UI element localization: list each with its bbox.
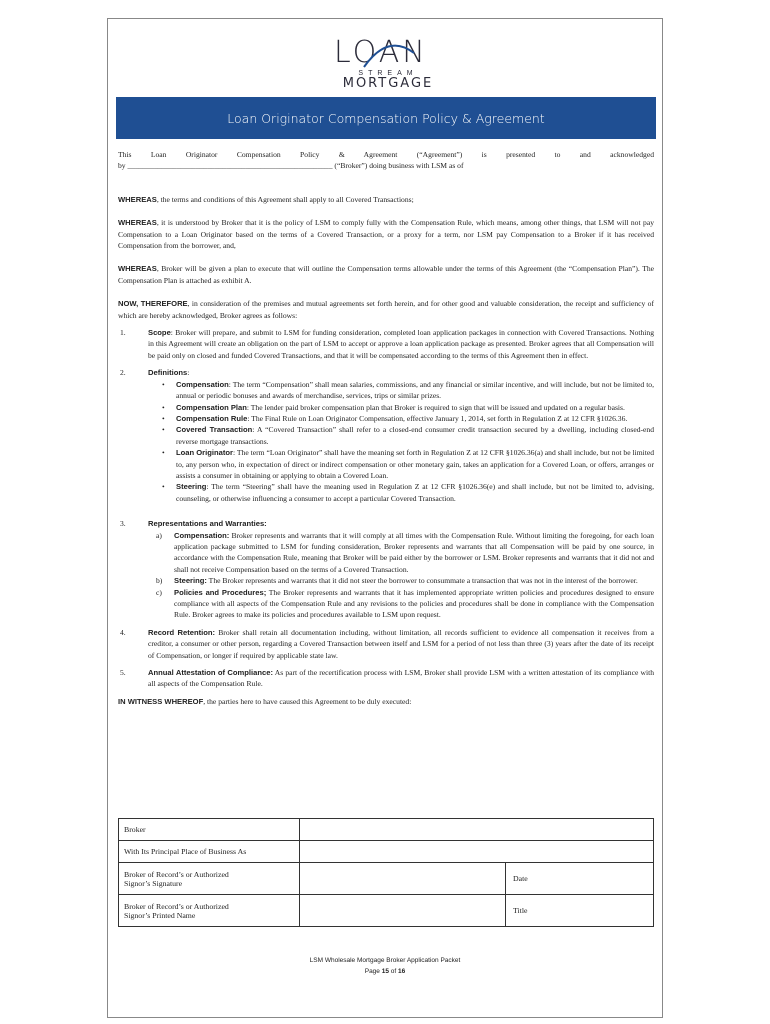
logo-mortgage-text: MORTGAGE bbox=[342, 76, 434, 91]
section-representations: 3. Representations and Warranties: a) Compensation: Broker represents and warrants that it will comply at all times with the Compensation Rule. Without limiting the foregoing, for each loan application package submitted to LSM for funding consideration, Broker represents and warrants that all Compensation will be paid by one source, in accordance with the Compensation Rule, meaning that Broker will be paid either by the borrower or LSM. Broker represents and warrants that it did not and shall not receive Compensation based on the terms of a Covered Transaction. b) Steering: The Broker represents and warrants that it did not steer the borrower to consummate a transaction that was not in the interest of the borrower. c) Policies and Procedures; The Broker represents and warrants that it has implemented appropriate written policies and procedures designed to ensure compliance with all aspects of the Compensation Rule and any revisions to the policies and procedures shall be done in compliance with the Compensation Rule. Broker agrees to make its policies and procedures available to LSM upon request. bbox=[120, 519, 654, 620]
intro-paragraph: This Loan Originator Compensation Policy & Agreement (“Agreement”) is presented to and acknowledged bbox=[118, 150, 654, 159]
section-record-retention: 4. Record Retention: Broker shall retain all documentation including, without limitation, all records sufficient to evidence all compensation it receives from a creditor, a consumer or other person, regarding a Covered Transaction between itself and LSM for a period of not less than three (3) years after the date of its receipt of Compensation, or longer if required by applicable state law. bbox=[120, 627, 654, 660]
logo-stream-text: STREAM bbox=[358, 70, 418, 77]
principal-place-label: With Its Principal Place of Business As bbox=[119, 841, 300, 863]
definition-compensation: • Compensation: The term “Compensation” shall mean salaries, commissions, and any financial or similar incentive, and will include, but not be limited to, annual or periodic bonuses and awards of merchandise, services, trips or similar prizes. bbox=[162, 379, 654, 401]
warranty-compensation: a) Compensation: Broker represents and warrants that it will comply at all times with the Compensation Rule. Without limiting the foregoing, for each loan application package submitted to LSM for funding consideration, Broker represents and warrants that all Compensation will be paid by one source, in accordance with the Compensation Rule, meaning that Broker will be paid either by the borrower or LSM. Broker represents and warrants that it did not and shall not receive Compensation based on the terms of a Covered Transaction. bbox=[156, 530, 654, 574]
whereas-paragraph-1: WHEREAS, the terms and conditions of this Agreement shall apply to all Covered Transactions; bbox=[118, 194, 414, 204]
page-footer bbox=[108, 955, 662, 977]
definitions-list bbox=[148, 379, 654, 504]
date-label: Date bbox=[513, 874, 528, 883]
loan-stream-mortgage-logo bbox=[334, 37, 442, 105]
section-annual-attestation: 5. Annual Attestation of Compliance: As part of the recertification process with LSM, Broker shall provide LSM with a written attestation of its compliance with all aspects of the Compensation Rule. bbox=[120, 668, 654, 689]
definition-compensation-plan: • Compensation Plan: The lender paid broker compensation plan that Broker is required to sign that will be issued and updated on a regular basis. bbox=[162, 402, 625, 412]
title-field[interactable] bbox=[506, 895, 654, 927]
definition-steering: • Steering: The term “Steering” shall have the meaning used in Regulation Z at 12 CFR §1026.36(e) and shall include, but not be limited to, advising, counseling, or otherwise influencing a consumer to accept a particular Covered Transaction. bbox=[162, 482, 654, 503]
signature-field[interactable] bbox=[300, 863, 506, 895]
intro-paragraph-line2: by ______________________________________________________ (“Broker”) doing business with LSM as of bbox=[118, 161, 464, 171]
footer-page-number: Page 15 of 16 bbox=[364, 968, 406, 975]
title-label: Title bbox=[513, 906, 528, 915]
principal-place-field[interactable] bbox=[300, 841, 654, 863]
logo-arc-icon bbox=[334, 37, 442, 71]
date-field[interactable] bbox=[506, 863, 654, 895]
whereas-paragraph-2: WHEREAS, it is understood by Broker that it is the policy of LSM to comply fully with the Compensation Rule, which means, among other things, that LSM will not pay Compensation to a Loan Originator based on the terms of a Covered Transaction, or a proxy for a term, nor LSM pay Compensation to a Broker if it has received Compensation from the borrower, and, bbox=[118, 218, 654, 251]
printed-name-label: Broker of Record’s or Authorized Signor’s Printed Name bbox=[119, 895, 300, 927]
section-definitions: 2. Definitions: • Compensation: The term “Compensation” shall mean salaries, commissions, and any financial or similar incentive, and will include, but not be limited to, annual or periodic bonuses and awards of merchandise, services, trips or similar prizes. • Compensation Plan: The lender paid broker compensation plan that Broker is required to sign that will be issued and updated on a regular basis. • Compensation Rule: The Final Rule on Loan Originator Compensation, effective January 1, 2014, set forth in Regulation Z at 12 CFR §1026.36. • Covered Transaction: A “Covered Transaction” shall refer to a closed-end consumer credit transaction secured by a dwelling, including closed-end reverse mortgage transactions. • Loan Originator: The term “Loan Originator” shall have the meaning set forth in Regulation Z at 12 CFR §1026.36(a) and shall include, but not be limited to, any person who, in expectation of direct or indirect compensation or other monetary gain, takes an application for a Covered Loan, or offers, arranges or assists a consumer in obtaining or applying to obtain a Covered Loan. • Steering: The term “Steering” shall have the meaning used in Regulation Z at 12 CFR §1026.36(e) and shall include, but not be limited to, advising, counseling, or otherwise influencing a consumer to accept a particular Covered Transaction. bbox=[120, 368, 655, 503]
section-scope: 1. Scope: Broker will prepare, and submit to LSM for funding consideration, completed loan application packages in connection with Covered Transactions. Nothing in this Agreement will create an obligation on the part of LSM to accept or approve a loan application package as presented. Broker agrees that all Compensation will be paid only on closed and funded Covered Transactions, and that it will be compensated according to the terms of this Agreement then in effect. bbox=[120, 328, 654, 360]
page-title-bar bbox=[116, 97, 656, 139]
signature-table bbox=[118, 818, 654, 927]
page-title: Loan Originator Compensation Policy & Agreement bbox=[227, 110, 545, 126]
witness-paragraph: IN WITNESS WHEREOF, the parties here to have caused this Agreement to be duly executed: bbox=[118, 696, 412, 706]
definition-covered-transaction: • Covered Transaction: A “Covered Transaction” shall refer to a closed-end consumer credit transaction secured by a dwelling, including closed-end reverse mortgage transactions. bbox=[162, 425, 654, 446]
now-therefore-paragraph: NOW, THEREFORE, in consideration of the premises and mutual agreements set forth herein, and for other good and valuable consideration, the receipt and sufficiency of which are hereby acknowledged, Broker agrees as follows: bbox=[118, 299, 654, 320]
definition-compensation-rule: • Compensation Rule: The Final Rule on Loan Originator Compensation, effective January 1, 2014, set forth in Regulation Z at 12 CFR §1026.36. bbox=[162, 413, 628, 423]
printed-name-field[interactable] bbox=[300, 895, 506, 927]
definition-loan-originator: • Loan Originator: The term “Loan Originator” shall have the meaning set forth in Regulation Z at 12 CFR §1026.36(a) and shall include, but not be limited to, any person who, in expectation of direct or indirect compensation or other monetary gain, takes an application for a Covered Loan, or offers, arranges or assists a consumer in obtaining or applying to obtain a Covered Loan. bbox=[162, 448, 655, 480]
footer-packet-title: LSM Wholesale Mortgage Broker Application Packet bbox=[309, 957, 461, 964]
broker-field[interactable] bbox=[300, 819, 654, 841]
warranty-policies: c) Policies and Procedures; The Broker represents and warrants that it has implemented appropriate written policies and procedures designed to ensure compliance with all aspects of the Compensation Rule and any revisions to the policies and procedures shall be done in compliance with the Compensation Rule. Broker agrees to make its policies and procedures available to LSM upon request. bbox=[156, 587, 654, 620]
document-page bbox=[107, 18, 663, 1018]
whereas-paragraph-3: WHEREAS, Broker will be given a plan to execute that will outline the Compensation terms allowable under the terms of this Agreement (the “Compensation Plan”). The Compensation Plan is attached as exhibit A. bbox=[118, 264, 654, 285]
signature-label: Broker of Record’s or Authorized Signor’s Signature bbox=[119, 863, 300, 895]
logo-loan-text: LOAN bbox=[334, 37, 442, 69]
warranty-steering: b) Steering: The Broker represents and warrants that it did not steer the borrower to consummate a transaction that was not in the interest of the borrower. bbox=[156, 576, 638, 586]
broker-label: Broker bbox=[119, 819, 300, 841]
agreement-body bbox=[118, 149, 654, 707]
